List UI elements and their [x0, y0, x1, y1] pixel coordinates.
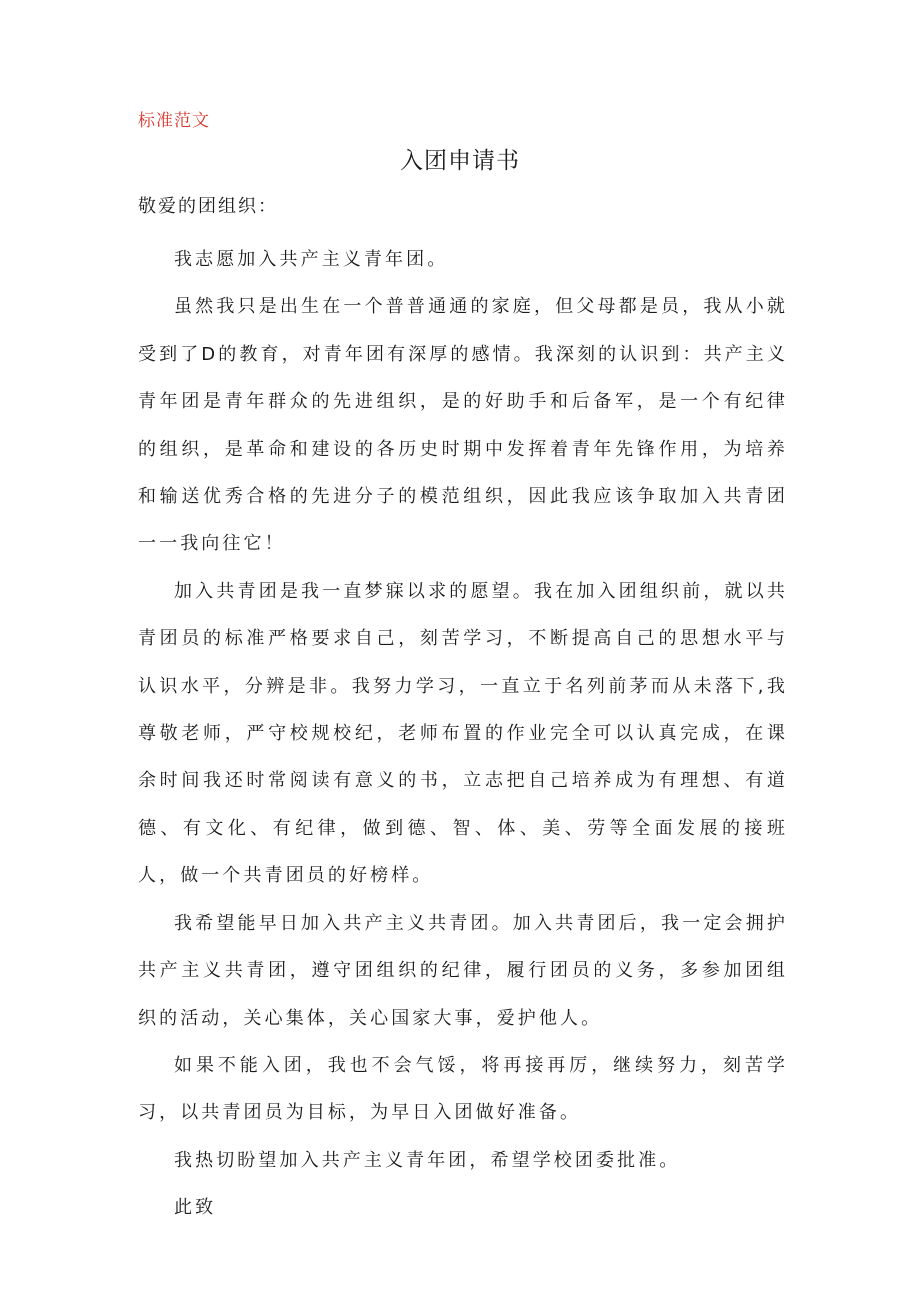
closing-phrase: 此致	[174, 1197, 217, 1219]
paragraph-3: 加入共青团是我一直梦寐以求的愿望。我在加入团组织前，就以共青团员的标准严格要求自己，刻苦学习，不断提高自己的思想水平与认识水平，分辨是非。我努力学习，一直立于名列前茅而从未落下,我尊敬老师，严守校规校纪，老师布置的作业完全可以认真完成，在课余时间我还时常阅读有意义的书，立志把自己培养成为有理想、有道德、有文化、有纪律，做到德、智、体、美、劳等全面发展的接班人，做一个共青团员的好榜样。	[138, 580, 788, 887]
salutation: 敬爱的团组织：	[138, 196, 278, 217]
paragraph-1: 我志愿加入共产主义青年团。	[174, 249, 449, 270]
paragraph-6: 我热切盼望加入共产主义青年团，希望学校团委批准。	[174, 1149, 681, 1171]
page-title: 入团申请书	[400, 148, 520, 174]
paragraph-4: 我希望能早日加入共产主义共青团。加入共青团后，我一定会拥护共产主义共青团，遵守团组织的纪律，履行团员的义务，多参加团组织的活动，关心集体，关心国家大事，爱护他人。	[138, 912, 788, 1029]
paragraph-5: 如果不能入团，我也不会气馁，将再接再厉，继续努力，刻苦学习，以共青团员为目标，为早日入团做好准备。	[138, 1054, 788, 1124]
header-label: 标准范文	[138, 111, 210, 131]
paragraph-2: 虽然我只是出生在一个普普通通的家庭，但父母都是员，我从小就受到了D的教育，对青年团有深厚的感情。我深刻的认识到：共产主义青年团是青年群众的先进组织，是的好助手和后备军，是一个有纪律的组织，是革命和建设的各历史时期中发挥着青年先锋作用，为培养和输送优秀合格的先进分子的模范组织，因此我应该争取加入共青团一一我向往它！	[138, 296, 788, 555]
letter-body	[138, 236, 788, 1232]
